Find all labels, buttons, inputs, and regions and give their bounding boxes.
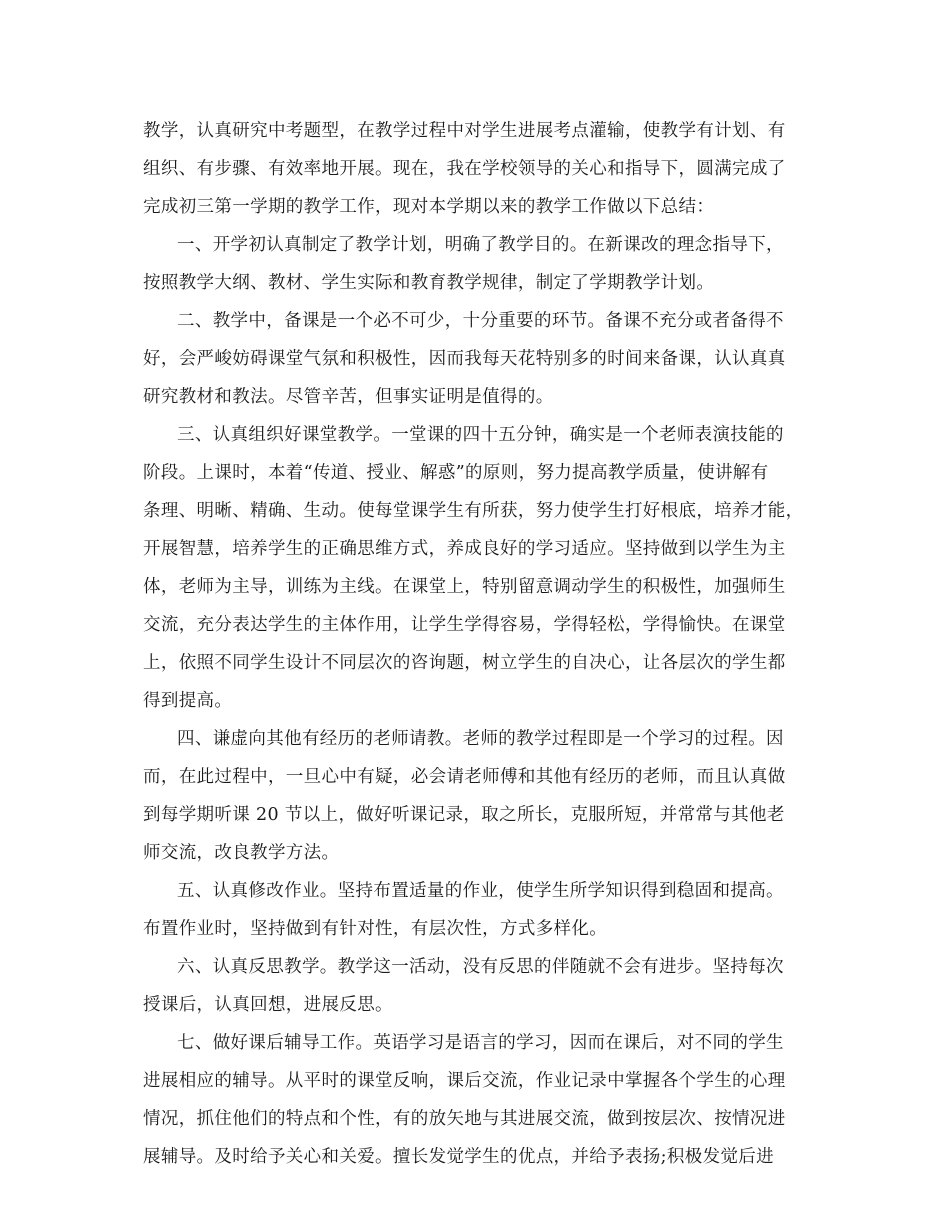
paragraph-start-line: 五、认真修改作业。坚持布置适量的作业，使学生所学知识得到稳固和提高。	[177, 881, 784, 901]
text-line: 完成初三第一学期的教学工作，现对本学期以来的教学工作做以下总结：	[143, 197, 715, 217]
text-line: 按照教学大纲、教材、学生实际和教育教学规律，制定了学期教学计划。	[143, 273, 715, 293]
text-line: 体，老师为主导，训练为主线。在课堂上，特别留意调动学生的积极性，加强师生	[143, 577, 786, 597]
text-line: 好，会严峻妨碍课堂气氛和积极性，因而我每天花特别多的时间来备课，认认真真	[143, 349, 786, 369]
paragraph-start-line: 七、做好课后辅导工作。英语学习是语言的学习，因而在课后，对不同的学生	[177, 1033, 784, 1053]
paragraph-start-line: 一、开学初认真制定了教学计划，明确了教学目的。在新课改的理念指导下，	[177, 235, 784, 255]
text-line: 阶段。上课时，本着“传道、授业、解惑”的原则，努力提高教学质量，使讲解有	[143, 463, 769, 483]
text-line: 教学，认真研究中考题型，在教学过程中对学生进展考点灌输，使教学有计划、有	[143, 121, 786, 141]
text-line: 研究教材和教法。尽管辛苦，但事实证明是值得的。	[143, 387, 554, 407]
text-line: 而，在此过程中，一旦心中有疑，必会请老师傅和其他有经历的老师，而且认真做	[143, 767, 786, 787]
paragraph-start-line: 六、认真反思教学。教学这一活动，没有反思的伴随就不会有进步。坚持每次	[177, 957, 784, 977]
text-line: 情况，抓住他们的特点和个性，有的放矢地与其进展交流，做到按层次、按情况进	[143, 1109, 786, 1129]
text-line: 授课后，认真回想，进展反思。	[143, 995, 393, 1015]
text-line: 开展智慧，培养学生的正确思维方式，养成良好的学习适应。坚持做到以学生为主	[143, 539, 786, 559]
text-line: 布置作业时，坚持做到有针对性，有层次性，方式多样化。	[143, 919, 608, 939]
text-line: 到每学期听课 20 节以上，做好听课记录，取之所长，克服所短，并常常与其他老	[143, 805, 785, 825]
paragraph-start-line: 四、谦虚向其他有经历的老师请教。老师的教学过程即是一个学习的过程。因	[177, 729, 784, 749]
paragraph-start-line: 二、教学中，备课是一个必不可少，十分重要的环节。备课不充分或者备得不	[177, 311, 784, 331]
text-line: 上，依照不同学生设计不同层次的咨询题，树立学生的自决心，让各层次的学生都	[143, 653, 786, 673]
paragraph-start-line: 三、认真组织好课堂教学。一堂课的四十五分钟，确实是一个老师表演技能的	[177, 425, 784, 445]
text-line: 条理、明晰、精确、生动。使每堂课学生有所获，努力使学生打好根底，培养才能，	[143, 501, 804, 521]
text-line: 展辅导。及时给予关心和关爱。擅长发觉学生的优点，并给予表扬;积极发觉后进	[143, 1147, 774, 1167]
text-line: 得到提高。	[143, 691, 233, 711]
text-line: 组织、有步骤、有效率地开展。现在，我在学校领导的关心和指导下，圆满完成了	[143, 159, 786, 179]
text-line: 交流，充分表达学生的主体作用，让学生学得容易，学得轻松，学得愉快。在课堂	[143, 615, 786, 635]
text-line: 师交流，改良教学方法。	[143, 843, 340, 863]
text-line: 进展相应的辅导。从平时的课堂反响，课后交流，作业记录中掌握各个学生的心理	[143, 1071, 786, 1091]
